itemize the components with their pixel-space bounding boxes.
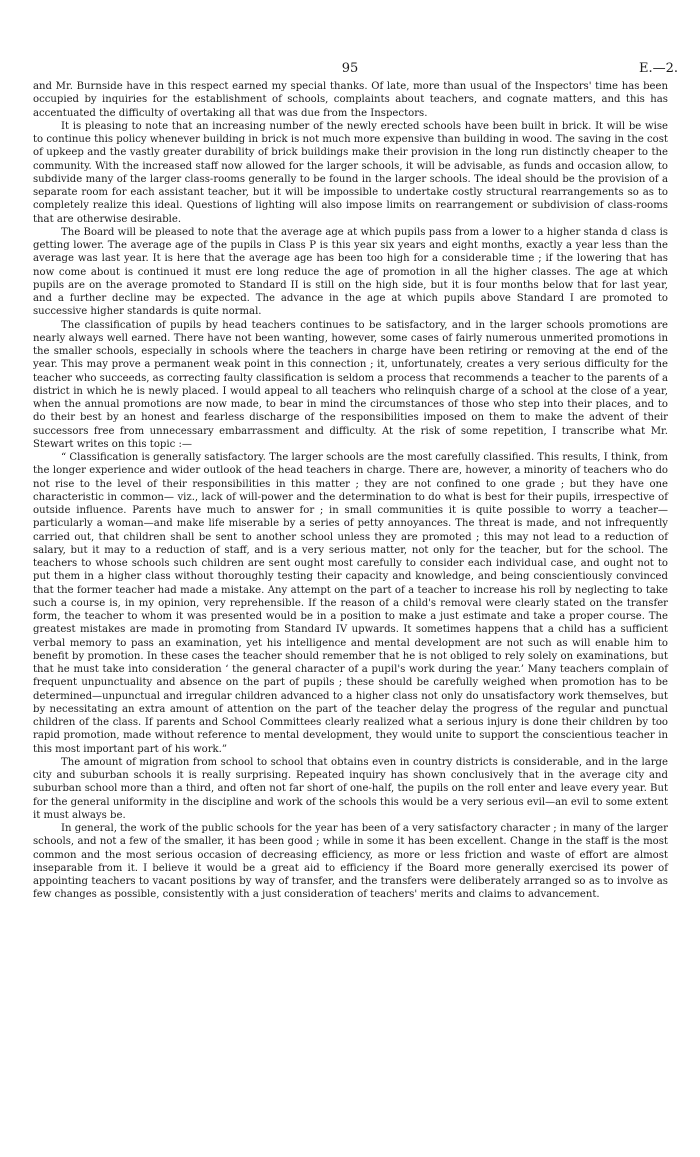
paragraph-7: In general, the work of the public schools for the year has been of a very satisfactory character ; in many of the larger schools, and not a few of the smaller, it has been good ; while in some it has been excellent. Change in the staff is the most common and the most serious occasion of decreasing efficiency, as more or less friction and waste of effort are almost inseparable from it. I believe it would be a great aid to efficiency if the Board more generally exercised its power of appointing teachers to vacant positions by way of transfer, and the transfers were deliberately arranged so as to involve as few changes as possible, consistently with a just consideration of teachers' merits and claims to advancement.: [33, 823, 668, 901]
page-number: 95: [341, 61, 359, 76]
paragraph-6: The amount of migration from school to school that obtains even in country districts is considerable, and in the large city and suburban schools it is really surprising. Repeated inquiry has shown conclusively that in the average city and suburban school more than a third, and often not far short of one-half, the pupils on the roll enter and leave every year. But for the general uniformity in the discipline and work of the schools this would be a very serious evil—an evil to some extent it must always be.: [33, 756, 668, 821]
paragraph-3: The Board will be pleased to note that the average age at which pupils pass from a lower to a higher standa d class is getting lower. The average age of the pupils in Class P is this year six years and eight months, exactly a year less than the average was last year. It is here that the average age has been too high for a considerable time ; if the lowering that has now come about is continued it must ere long reduce the age of promotion in all the higher classes. The age at which pupils are on the average promoted to Standard II is still on the high side, but it is four months below that for last year, and a further decline may be expected. The advance in the age at which pupils above Standard I are promoted to successive higher standards is quite normal.: [33, 226, 668, 318]
body-text: [33, 80, 668, 902]
paragraph-2: It is pleasing to note that an increasing number of the newly erected schools have been built in brick. It will be wise to continue this policy whenever building in brick is not much more expensive than building in wood. The saving in the cost of upkeep and the vastly greater durability of brick buildings make their provision in the long run distinctly cheaper to the community. With the increased staff now allowed for the larger schools, it will be advisable, as funds and occasion allow, to subdivide many of the larger class-rooms generally to be found in the larger schools. The ideal should be the provision of a separate room for each assistant teacher, but it will be impossible to undertake costly structural rearrangements so as to completely realize this ideal. Questions of lighting will also impose limits on rearrangement or subdivision of class-rooms that are otherwise desirable.: [33, 120, 668, 225]
paragraph-1: and Mr. Burnside have in this respect earned my special thanks. Of late, more than usual of the Inspectors' time has been occupied by inquiries for the establishment of schools, complaints about teachers, and cognate matters, and this has accentuated the difficulty of overtaking all that was due from the Inspectors.: [33, 81, 668, 119]
paragraph-5-quotation: “ Classification is generally satisfactory. The larger schools are the most carefully classified. This results, I think, from the longer experience and wider outlook of the head teachers in charge. There are, however, a minority of teachers who do not rise to the level of their responsibilities in this matter ; they are not confined to one grade ; but they have one characteristic in common— viz., lack of will-power and the determination to do what is best for their pupils, irrespective of outside influence. Parents have much to answer for ; in small communities it is quite possible to worry a teacher—particularly a woman—and make life miserable by a series of petty annoyances. The threat is made, and not infrequently carried out, that children shall be sent to another school unless they are promoted ; this may not lead to a reduction of salary, but it may to a reduction of staff, and is a very serious matter, not only for the teacher, but for the school. The teachers to whose schools such children are sent ought most carefully to consider each individual case, and ought not to put them in a higher class without thoroughly testing their capacity and knowledge, and being conscientiously convinced that the former teacher had made a mistake. Any attempt on the part of a teacher to increase his roll by neglecting to take such a course is, in my opinion, very reprehensible. If the reason of a child's removal were clearly stated on the transfer form, the teacher to whom it was presented would be in a position to make a just estimate and take a proper course. The greatest mistakes are made in promoting from Standard IV upwards. It sometimes happens that a child has a sufficient verbal memory to pass an examination, yet his intelligence and mental development are not such as will enable him to benefit by promotion. In these cases the teacher should remember that he is not obliged to rely solely on examinations, but that he must take into consideration ‘ the general character of a pupil's work during the year.’ Many teachers complain of frequent unpunctuality and absence on the part of pupils ; these should be carefully weighed when promotion has to be determined—unpunctual and irregular children advanced to a higher class not only do unsatisfactory work themselves, but by necessitating an extra amount of attention on the part of the teacher delay the progress of the regular and punctual children of the class. If parents and School Committees clearly realized what a serious injury is done their children by too rapid promotion, made without reference to mental development, they would unite to support the conscientious teacher in this most important part of his work.”: [33, 452, 668, 755]
paragraph-4: The classification of pupils by head teachers continues to be satisfactory, and in the larger schools promotions are nearly always well earned. There have not been wanting, however, some cases of fairly numerous unmerited promotions in the smaller schools, especially in schools where the teachers in charge have been retiring or removing at the end of the year. This may prove a permanent weak point in this connection ; it, unfortunately, creates a very serious difficulty for the teacher who succeeds, as correcting faulty classification is seldom a process that recommends a teacher to the parents of a district in which he is newly placed. I would appeal to all teachers who relinquish charge of a school at the close of a year, when the annual promotions are now made, to bear in mind the circumstances of those who step into their places, and to do their best by an honest and fearless discharge of the responsibilities imposed on them to make the advent of their successors free from unnecessary embarrassment and difficulty. At the risk of some repetition, I transcribe what Mr. Stewart writes on this topic :—: [33, 319, 668, 450]
page-reference: E.—2.: [638, 61, 678, 76]
